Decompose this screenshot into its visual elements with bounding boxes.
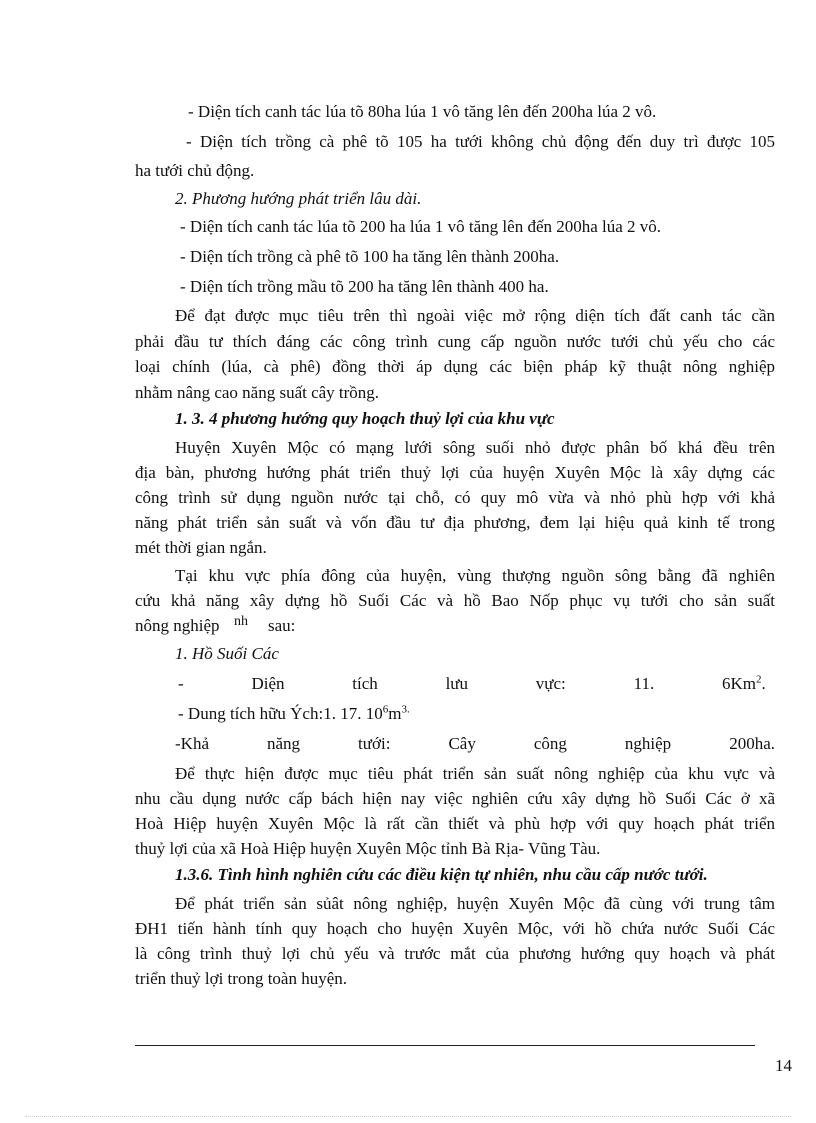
catchment-text: - Diện tích lưu vực: 11. 6Km [178, 674, 756, 693]
period: . [761, 674, 766, 693]
text-line: Để thực hiện được mục tiêu phát triển sản suất nông nghiệp của khu vực và [175, 764, 775, 783]
text-line: nhằm nâng cao năng suất cây trồng. [135, 383, 380, 402]
text-line: -Khả năng tưới: Cây công nghiệp 200ha. [175, 734, 775, 753]
page-number: 14 [775, 1056, 792, 1075]
text-line: ha tưới chủ động. [135, 161, 255, 180]
text-line: Hoà Hiệp huyện Xuyên Mộc là rất cần thiết và phù hợp với quy hoạch phát triển [135, 814, 775, 833]
text-line: ĐH1 tiến hành tính quy hoạch cho huyện Xuyên Mộc, với hồ chứa nước Suối Các [135, 919, 775, 938]
text-line: - Diện tích canh tác lúa tõ 200 ha lúa 1 vô tăng lên đến 200ha lúa 2 vô. [180, 217, 662, 236]
text-line: nông nghiệp [135, 616, 220, 635]
text-line: Tại khu vực phía đông của huyện, vùng thượng nguồn sông bằng đã nghiên [175, 566, 775, 585]
section-heading: 1. 3. 4 phương hướng quy hoạch thuỷ lợi của khu vực [175, 409, 555, 428]
text-line: - Diện tích trồng cà phê tõ 100 ha tăng lên thành 200ha. [180, 247, 560, 266]
footer-rule [135, 1045, 755, 1046]
text-line: Để phát triển sản sủât nông nghiệp, huyện Xuyên Mộc đã cùng với trung tâm [175, 894, 775, 913]
text-line: năng phát triển sản suất và vốn đầu tư địa phương, đem lại hiệu quả kinh tế trong [135, 513, 775, 532]
unit-text: m [388, 704, 402, 723]
text-line: nhu cầu dụng nước cấp bách hiện nay việc nghiên cứu xây dựng hồ Suối Các ở xã [135, 789, 775, 808]
text-line: Để đạt được mục tiêu trên thì ngoài việc mở rộng diện tích đất canh tác cần [175, 306, 775, 325]
text-line: mét thời gian ngắn. [135, 538, 267, 557]
section-heading: 1.3.6. Tình hình nghiên cứu các điều kiện tự nhiên, nhu cầu cấp nước tưới. [175, 865, 708, 884]
text-line: Huyện Xuyên Mộc có mạng lưới sông suối nhỏ được phân bố khá đều trên [175, 438, 775, 457]
page-edge-divider [25, 1116, 791, 1117]
superscript: 2 [756, 673, 762, 686]
superscript: 3. [401, 703, 410, 716]
text-line [178, 673, 778, 695]
stray-fragment: nh [234, 614, 248, 629]
section-heading: 2. Phương hướng phát triển lâu dài. [175, 189, 422, 208]
text-line: triển thuỷ lợi trong toàn huyện. [135, 969, 348, 988]
text-line: địa bàn, phương hướng phát triển thuỷ lợi của huyện Xuyên Mộc là xây dựng các [135, 463, 775, 482]
text-line: công trình sử dụng nguồn nước tại chỗ, có quy mô vừa và nhỏ phù hợp với khả [135, 488, 775, 507]
text-line [178, 703, 410, 725]
capacity-text: - Dung tích hữu Ých:1. 17. 10 [178, 704, 383, 723]
text-line: loại chính (lúa, cà phê) đồng thời áp dụng các biện pháp kỹ thuật nông nghiệp [135, 357, 775, 376]
superscript: 6 [382, 703, 389, 716]
text-line: sau: [268, 616, 296, 635]
text-line: phải đầu tư thích đáng các công trình cung cấp nguồn nước tưới chủ yếu cho các [135, 332, 775, 351]
text-line: là công trình thuỷ lợi chủ yếu và trước mắt của phương hướng quy hoạch và phát [135, 944, 775, 963]
text-line: - Diện tích canh tác lúa tõ 80ha lúa 1 vô tăng lên đến 200ha lúa 2 vô. [188, 102, 657, 121]
text-line: cứu khả năng xây dựng hồ Suối Các và hồ Bao Nốp phục vụ tưới cho sản suất [135, 591, 775, 610]
text-line: - Diện tích trồng mầu tõ 200 ha tăng lên thành 400 ha. [180, 277, 549, 296]
section-heading: 1. Hồ Suối Các [175, 644, 279, 663]
text-line: - Diện tích trồng cà phê tõ 105 ha tưới không chủ động đến duy trì được 105 [186, 132, 775, 151]
text-line: thuỷ lợi của xã Hoà Hiệp huyện Xuyên Mộc tỉnh Bà Rịa- Vũng Tàu. [135, 839, 601, 858]
